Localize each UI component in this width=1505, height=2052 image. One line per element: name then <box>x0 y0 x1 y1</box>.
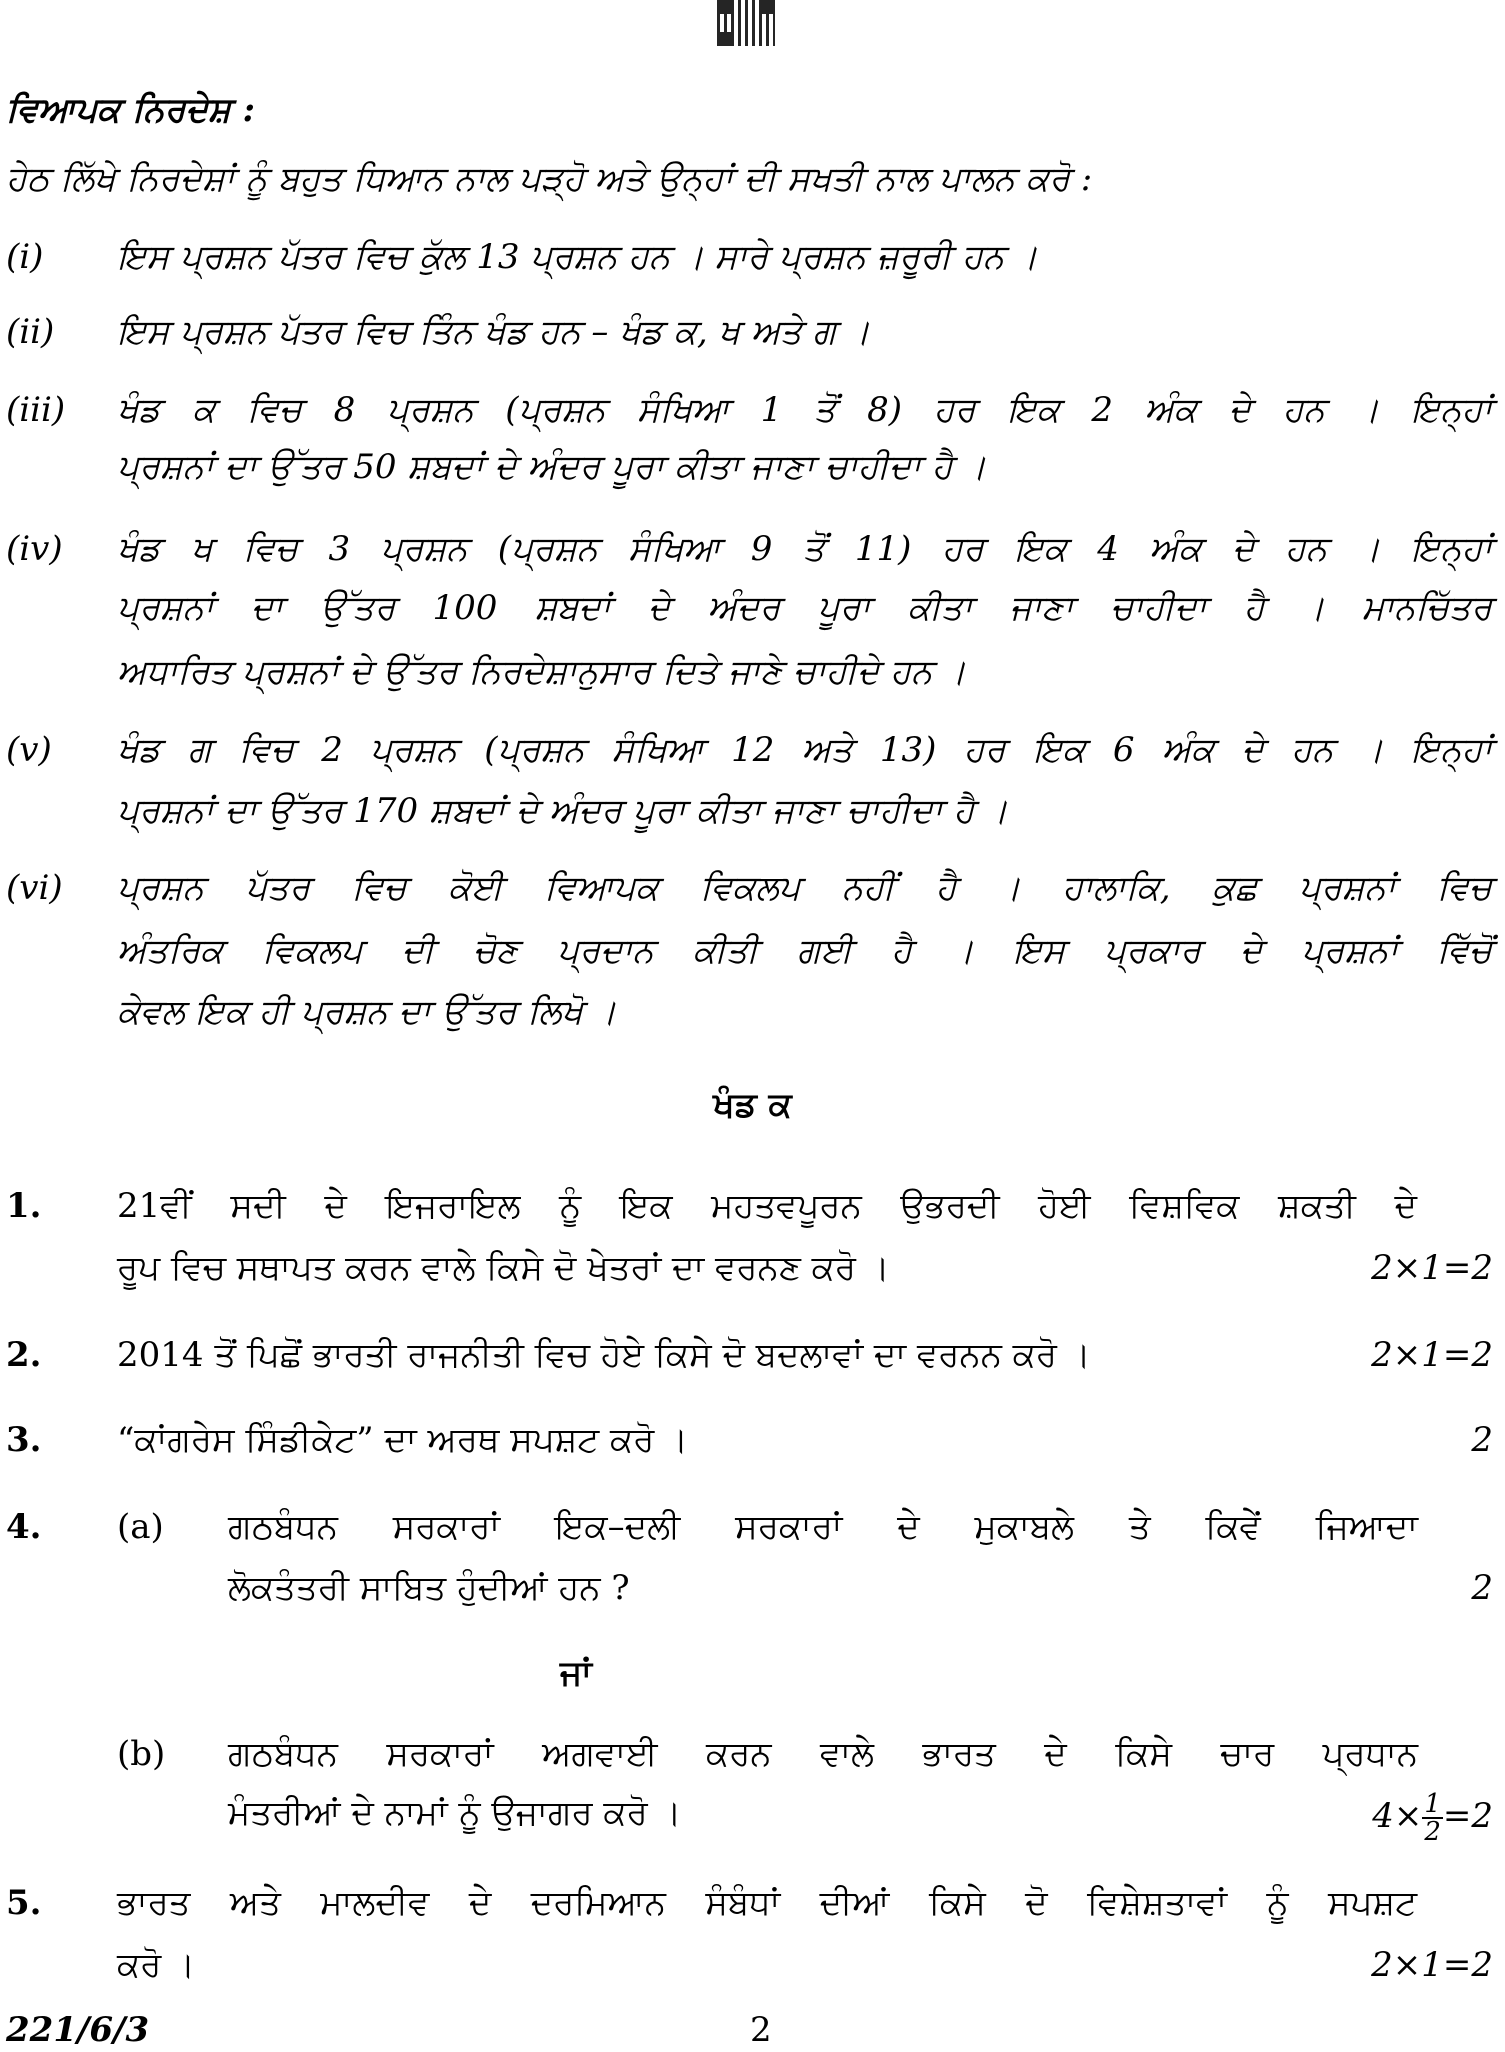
question-marks <box>1372 1786 1493 1846</box>
qr-code <box>717 0 775 46</box>
question-text: ਕਰੋ । <box>117 1945 195 1985</box>
question-marks: 2×1=2 <box>1371 1945 1493 1985</box>
question-number: 4. <box>6 1507 42 1547</box>
question-number: 3. <box>6 1420 42 1460</box>
instruction-number: (iii) <box>6 390 66 430</box>
question-text: ਮੰਤਰੀਆਂ ਦੇ ਨਾਮਾਂ ਨੂੰ ਉਜਾਗਰ ਕਰੋ । <box>228 1793 682 1833</box>
fraction-numerator: 1 <box>1424 1789 1441 1819</box>
instruction-number: (v) <box>6 730 52 770</box>
instruction-text: ਇਸ ਪ੍ਰਸ਼ਨ ਪੱਤਰ ਵਿਚ ਤਿੰਨ ਖੰਡ ਹਨ – ਖੰਡ ਕ, ਖ ਅਤੇ ਗ । <box>117 312 871 352</box>
question-marks: 2 <box>1471 1420 1493 1460</box>
question-marks: 2 <box>1471 1568 1493 1608</box>
paper-code: 221/6/3 <box>6 2010 150 2050</box>
instruction-text: ਪ੍ਰਸ਼ਨਾਂ ਦਾ ਉੱਤਰ 50 ਸ਼ਬਦਾਂ ਦੇ ਅੰਦਰ ਪੂਰਾ ਕੀਤਾ ਜਾਣਾ ਚਾਹੀਦਾ ਹੈ । <box>117 447 987 487</box>
instruction-text: ਪ੍ਰਸ਼ਨਾਂ ਦਾ ਉੱਤਰ 170 ਸ਼ਬਦਾਂ ਦੇ ਅੰਦਰ ਪੂਰਾ ਕੀਤਾ ਜਾਣਾ ਚਾਹੀਦਾ ਹੈ । <box>117 791 1008 831</box>
instruction-number: (iv) <box>6 529 63 569</box>
instruction-text: ਪ੍ਰਸ਼ਨ ਪੱਤਰ ਵਿਚ ਕੋਈ ਵਿਆਪਕ ਵਿਕਲਪ ਨਹੀਂ ਹੈ । ਹਾਲਾਕਿ, ਕੁਛ ਪ੍ਰਸ਼ਨਾਂ ਵਿਚ <box>117 868 1492 908</box>
option-label: (b) <box>117 1734 166 1774</box>
question-text: 21ਵੀਂ ਸਦੀ ਦੇ ਇਜਰਾਇਲ ਨੂੰ ਇਕ ਮਹਤਵਪੂਰਨ ਉਭਰਦੀ ਹੋਈ ਵਿਸ਼ਵਿਕ ਸ਼ਕਤੀ ਦੇ <box>117 1186 1417 1226</box>
question-text: “ਕਾਂਗਰੇਸ ਸਿੰਡੀਕੇਟ” ਦਾ ਅਰਥ ਸਪਸ਼ਟ ਕਰੋ । <box>117 1420 689 1460</box>
question-text: ਰੂਪ ਵਿਚ ਸਥਾਪਤ ਕਰਨ ਵਾਲੇ ਕਿਸੇ ਦੋ ਖੇਤਰਾਂ ਦਾ ਵਰਨਣ ਕਰੋ । <box>117 1248 890 1288</box>
instruction-text: ਪ੍ਰਸ਼ਨਾਂ ਦਾ ਉੱਤਰ 100 ਸ਼ਬਦਾਂ ਦੇ ਅੰਦਰ ਪੂਰਾ ਕੀਤਾ ਜਾਣਾ ਚਾਹੀਦਾ ਹੈ । ਮਾਨਚਿੱਤਰ <box>117 588 1492 628</box>
question-text: ਭਾਰਤ ਅਤੇ ਮਾਲਦੀਵ ਦੇ ਦਰਮਿਆਨ ਸੰਬੰਧਾਂ ਦੀਆਂ ਕਿਸੇ ਦੋ ਵਿਸ਼ੇਸ਼ਤਾਵਾਂ ਨੂੰ ਸਪਸ਼ਟ <box>117 1883 1417 1923</box>
instruction-number: (vi) <box>6 868 63 908</box>
option-label: (a) <box>117 1507 164 1547</box>
marks-prefix: 4× <box>1372 1796 1423 1836</box>
instruction-text: ਖੰਡ ਕ ਵਿਚ 8 ਪ੍ਰਸ਼ਨ (ਪ੍ਰਸ਼ਨ ਸੰਖਿਆ 1 ਤੋਂ 8) ਹਰ ਇਕ 2 ਅੰਕ ਦੇ ਹਨ । ਇਨ੍ਹਾਂ <box>117 390 1492 430</box>
question-text: ਗਠਬੰਧਨ ਸਰਕਾਰਾਂ ਇਕ–ਦਲੀ ਸਰਕਾਰਾਂ ਦੇ ਮੁਕਾਬਲੇ ਤੇ ਕਿਵੇਂ ਜਿਆਦਾ <box>228 1507 1418 1547</box>
question-text: ਗਠਬੰਧਨ ਸਰਕਾਰਾਂ ਅਗਵਾਈ ਕਰਨ ਵਾਲੇ ਭਾਰਤ ਦੇ ਕਿਸੇ ਚਾਰ ਪ੍ਰਧਾਨ <box>228 1734 1418 1774</box>
instruction-text: ਅਧਾਰਿਤ ਪ੍ਰਸ਼ਨਾਂ ਦੇ ਉੱਤਰ ਨਿਰਦੇਸ਼ਾਨੁਸਾਰ ਦਿਤੇ ਜਾਣੇ ਚਾਹੀਦੇ ਹਨ । <box>117 652 967 692</box>
instruction-text: ਖੰਡ ਖ ਵਿਚ 3 ਪ੍ਰਸ਼ਨ (ਪ੍ਰਸ਼ਨ ਸੰਖਿਆ 9 ਤੋਂ 11) ਹਰ ਇਕ 4 ਅੰਕ ਦੇ ਹਨ । ਇਨ੍ਹਾਂ <box>117 529 1492 569</box>
instruction-text: ਅੰਤਰਿਕ ਵਿਕਲਪ ਦੀ ਚੋਣ ਪ੍ਰਦਾਨ ਕੀਤੀ ਗਈ ਹੈ । ਇਸ ਪ੍ਰਕਾਰ ਦੇ ਪ੍ਰਸ਼ਨਾਂ ਵਿੱਚੋਂ <box>117 931 1492 971</box>
question-number: 1. <box>6 1186 42 1226</box>
question-marks: 2×1=2 <box>1371 1335 1493 1375</box>
or-separator: ਜਾਂ <box>560 1653 592 1693</box>
question-number: 2. <box>6 1335 42 1375</box>
instruction-number: (ii) <box>6 312 55 352</box>
question-text: ਲੋਕਤੰਤਰੀ ਸਾਬਿਤ ਹੁੰਦੀਆਂ ਹਨ ? <box>228 1568 630 1608</box>
instructions-intro: ਹੇਠ ਲਿੱਖੇ ਨਿਰਦੇਸ਼ਾਂ ਨੂੰ ਬਹੁਤ ਧਿਆਨ ਨਾਲ ਪੜ੍ਹੋ ਅਤੇ ਉਨ੍ਹਾਂ ਦੀ ਸਖਤੀ ਨਾਲ ਪਾਲਨ ਕਰੋ : <box>6 159 1093 199</box>
instruction-text: ਖੰਡ ਗ ਵਿਚ 2 ਪ੍ਰਸ਼ਨ (ਪ੍ਰਸ਼ਨ ਸੰਖਿਆ 12 ਅਤੇ 13) ਹਰ ਇਕ 6 ਅੰਕ ਦੇ ਹਨ । ਇਨ੍ਹਾਂ <box>117 730 1492 770</box>
instruction-text: ਇਸ ਪ੍ਰਸ਼ਨ ਪੱਤਰ ਵਿਚ ਕੁੱਲ 13 ਪ੍ਰਸ਼ਨ ਹਨ । ਸਾਰੇ ਪ੍ਰਸ਼ਨ ਜ਼ਰੂਰੀ ਹਨ । <box>117 237 1038 277</box>
instruction-number: (i) <box>6 237 44 277</box>
question-text: 2014 ਤੋਂ ਪਿਛੋਂ ਭਾਰਤੀ ਰਾਜਨੀਤੀ ਵਿਚ ਹੋਏ ਕਿਸੇ ਦੋ ਬਦਲਾਵਾਂ ਦਾ ਵਰਨਨ ਕਰੋ । <box>117 1335 1091 1375</box>
page-number: 2 <box>750 2010 772 2050</box>
question-number: 5. <box>6 1883 42 1923</box>
question-marks: 2×1=2 <box>1371 1248 1493 1288</box>
fraction <box>1422 1791 1443 1845</box>
instructions-heading: ਵਿਆਪਕ ਨਿਰਦੇਸ਼ : <box>6 90 255 130</box>
section-title: ਖੰਡ ਕ <box>713 1085 792 1125</box>
instruction-text: ਕੇਵਲ ਇਕ ਹੀ ਪ੍ਰਸ਼ਨ ਦਾ ਉੱਤਰ ਲਿਖੋ । <box>117 992 617 1032</box>
fraction-denominator: 2 <box>1424 1817 1441 1847</box>
marks-suffix: =2 <box>1442 1796 1493 1836</box>
